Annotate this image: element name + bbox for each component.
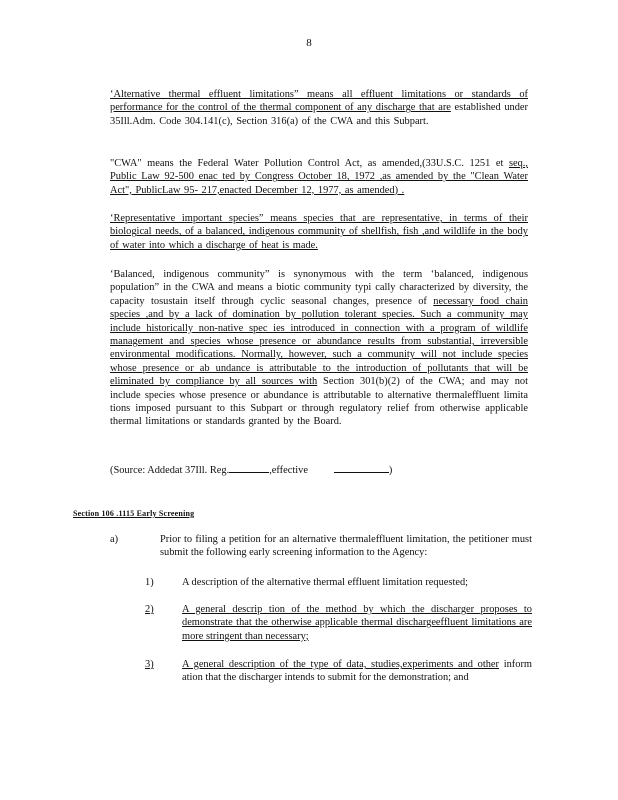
item-text: A general descrip tion of the method by which the discharger proposes to demonstrate that the otherwise applicable thermal dischargeeffluent limitations are more stringent than necessary;	[182, 604, 532, 642]
source-blank-volume	[229, 462, 269, 473]
definition-alternative-thermal	[110, 88, 528, 128]
item-text-tail: inform ation that the discharger intends to submit for the demonstration; and	[182, 659, 532, 684]
definition-underlined-text: necessary food chain species ,and by a lack of domination by pollution tolerant species. Such a community may include historically non-native spec ies introduced in connection with a program of wildlife management and species whose presence or abundance results from substantial, irreversible environmental modifications. Normally, however, such a community will not include species whose presence or ab undance is attributable to the introduction of pollutants that will be eliminated by compliance by all sources with	[110, 295, 528, 388]
item-label: 1)	[145, 577, 154, 588]
item-label: 3)	[145, 659, 154, 670]
source-note	[110, 462, 530, 477]
source-prefix: (Source: Addedat 37Ill. Reg.	[110, 465, 230, 476]
item-text-block	[182, 658, 532, 685]
definition-underlined-text: ‘Alternative thermal effluent limitations” means all effluent limitations or standards of performance for the control of the thermal component of any discharge that are	[110, 89, 528, 114]
section-heading: Section 106 .1115 Early Screening	[73, 509, 195, 518]
item-text: A description of the alternative thermal effluent limitation requested;	[182, 577, 469, 588]
definition-underlined-text: seq., Public Law 92-500 enac ted by Congress October 18, 1972 ,as amended by the "Clean Water Act", PublicLaw 95- 217,enacted December 12, 1977, as amended) .	[110, 158, 528, 196]
definition-text: Section 301(b)(2) of the CWA; and may not include species whose presence or abundance is attributable to alternative thermaleffluent limita tions imposed pursuant to this Subpart or through regulatory relief from otherwise applicable thermal limitations or standards granted by the Board.	[110, 376, 528, 428]
item-text: A general description of the type of data, studies,experiments and other	[182, 659, 500, 670]
definition-text: established under 35Ill.Adm. Code 304.141(c), Section 316(a) of the CWA and this Subpart.	[110, 102, 528, 127]
item-label: 2)	[145, 604, 154, 615]
definition-representative-species	[110, 212, 528, 252]
page-number: 8	[306, 37, 312, 49]
definition-text: "CWA" means the Federal Water Pollution Control Act, as amended,(33U.S.C. 1251 et	[110, 158, 504, 169]
subsection-label: a)	[110, 534, 119, 545]
definition-cwa	[110, 157, 528, 197]
source-suffix: )	[388, 465, 393, 476]
subsection-text: Prior to filing a petition for an alternative thermaleffluent limitation, the petitioner must submit the following early screening information to the Agency:	[160, 534, 532, 559]
definition-text: ‘Balanced, indigenous community” is synonymous with the term ‘balanced, indigenous population” in the CWA and means a biotic community typi cally characterized by diversity, the capacity tosustain itself through cyclic seasonal changes, presence of	[110, 269, 528, 307]
source-middle: ,effective	[269, 465, 308, 476]
definition-balanced-community	[110, 268, 528, 429]
definition-underlined-text: ‘Representative important species” means species that are representative, in terms of their biological needs, of a balanced, indigenous community of shellfish, fish ,and wildlife in the body of water into which a discharge of heat is made.	[110, 213, 528, 251]
source-blank-date	[334, 462, 389, 473]
